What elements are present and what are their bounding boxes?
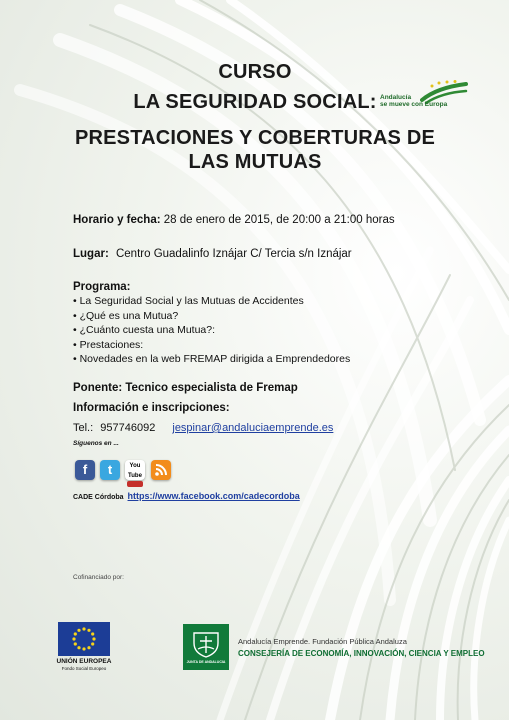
facebook-icon[interactable]: f (75, 460, 95, 480)
location-label: Lugar: (73, 248, 109, 260)
follow-label: Síguenos en ... (73, 440, 119, 447)
cade-facebook-link[interactable]: https://www.facebook.com/cadecordoba (127, 491, 300, 501)
eu-stars-icon (58, 622, 110, 656)
footer-line2: CONSEJERÍA DE ECONOMÍA, INNOVACIÓN, CIENCIA Y EMPLEO (238, 649, 485, 658)
rss-waves-icon (151, 460, 171, 480)
course-title-line1: LA SEGURIDAD SOCIAL: (133, 91, 377, 113)
program-label: Programa: (73, 281, 131, 293)
location-row (73, 247, 352, 262)
cade-label: CADE Córdoba (73, 494, 124, 501)
social-icons (73, 460, 183, 482)
course-title-line3: LAS MUTUAS (188, 151, 322, 173)
phone-number[interactable]: 957746092 (100, 422, 156, 434)
footer-line1: Andalucía Emprende. Fundación Pública Andaluza (238, 637, 407, 646)
speaker-label: Ponente: Tecnico especialista de Fremap (73, 382, 298, 394)
junta-emblem-icon (183, 624, 229, 660)
eu-logo (58, 622, 110, 674)
schedule-label: Horario y fecha: (73, 214, 161, 226)
course-label: CURSO (218, 61, 292, 83)
andalucia-europa-logo (380, 80, 470, 116)
location-value: Centro Guadalinfo Iznájar C/ Tercia s/n Iznájar (115, 248, 352, 260)
junta-logo (183, 624, 229, 670)
program-item: • ¿Qué es una Mutua? (73, 309, 179, 322)
andalucia-logo-line2: se mueve con Europa (380, 101, 448, 108)
eu-label: UNIÓN EUROPEA (56, 658, 112, 665)
phone-label: Tel.: (73, 422, 94, 434)
youtube-icon[interactable] (125, 460, 145, 480)
email-link[interactable]: jespinar@andaluciaemprende.es (172, 422, 334, 434)
rss-icon[interactable] (151, 460, 171, 480)
youtube-text: You Tube (128, 463, 142, 479)
course-title-line2: PRESTACIONES Y COBERTURAS DE (74, 127, 436, 149)
program-item: • ¿Cuánto cuesta una Mutua?: (73, 324, 216, 336)
andalucia-logo-line1: Andalucía (380, 94, 412, 101)
twitter-icon[interactable]: t (100, 460, 120, 480)
program-item: • Novedades en la web FREMAP dirigida a Emprendedores (73, 353, 351, 365)
junta-label: JUNTA DE ANDALUCIA (186, 660, 226, 664)
schedule-value: 28 de enero de 2015, de 20:00 a 21:00 horas (163, 214, 395, 226)
contact-row (73, 421, 333, 435)
info-label: Información e inscripciones: (73, 402, 230, 414)
program-item: • Prestaciones: (73, 338, 144, 351)
schedule-row (73, 213, 395, 228)
eu-flag (58, 622, 110, 656)
cade-row (73, 491, 300, 503)
cofinanced-label: Cofinanciado por: (73, 574, 124, 581)
program-list (73, 294, 350, 367)
program-item: • La Seguridad Social y las Mutuas de Accidentes (73, 295, 304, 307)
eu-fund-label: Fondo Social Europeo (61, 666, 107, 671)
